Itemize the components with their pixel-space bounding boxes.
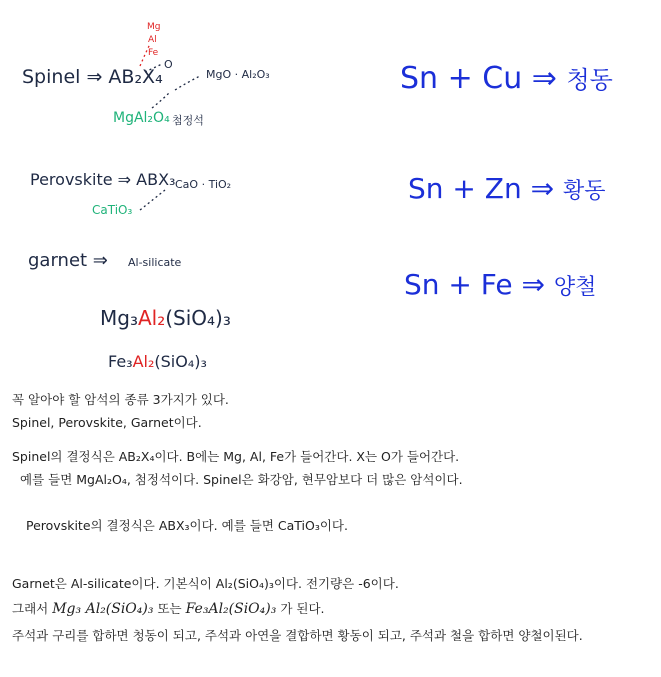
note-spinel-oxide: MgO · Al₂O₃ xyxy=(206,68,270,81)
note-garnet-formula-1 xyxy=(100,306,231,330)
text-line-3: Spinel의 결정식은 AB₂X₄이다. B에는 Mg, Al, Fe가 들어간다. X는 O가 들어간다. xyxy=(12,449,460,464)
alloy3-b: Fe xyxy=(480,268,513,301)
text-line-7-formula-2: Fe₃Al₂(SiO₄)₃ xyxy=(185,601,277,617)
note-spinel: Spinel ⇒ AB₂X₄ xyxy=(22,66,163,88)
note-garnet-f2-sio4: (SiO₄)₃ xyxy=(154,352,207,371)
alloy1-b: Cu xyxy=(482,61,523,96)
text-line-5: Perovskite의 결정식은 ABX₃이다. 예를 들면 CaTiO₃이다. xyxy=(26,518,348,533)
alloy2-result: 황동 xyxy=(563,179,606,204)
note-spinel-o: O xyxy=(164,58,173,71)
text-line-7-pre: 그래서 xyxy=(12,601,49,616)
note-garnet-f1-al: Al₂ xyxy=(137,306,166,330)
text-line-7-post: 가 된다. xyxy=(280,601,325,616)
text-line-7 xyxy=(12,599,325,617)
text-line-4: 예를 들면 MgAl₂O₄, 첨정석이다. Spinel은 화강암, 현무암보다 더 많은 암석이다. xyxy=(20,472,463,487)
note-spinel-example-name: 첨정석 xyxy=(172,114,204,127)
alloy3-result: 양철 xyxy=(553,275,597,300)
note-garnet-formula-2 xyxy=(108,352,207,371)
text-line-2: Spinel, Perovskite, Garnet이다. xyxy=(12,415,202,430)
note-perovskite-oxide: CaO · TiO₂ xyxy=(175,178,232,191)
note-spinel-site-1: Mg xyxy=(147,22,161,32)
text-line-8: 주석과 구리를 합하면 청동이 되고, 주석과 아연을 결합하면 황동이 되고, 주석과 철을 합하면 양철이된다. xyxy=(12,628,583,643)
text-line-1: 꼭 알아야 할 암석의 종류 3가지가 있다. xyxy=(12,392,229,407)
alloy1-result: 청동 xyxy=(566,66,613,94)
text-line-7-mid: 또는 xyxy=(157,601,182,616)
note-garnet: garnet ⇒ xyxy=(28,250,108,271)
note-perovskite: Perovskite ⇒ ABX₃ xyxy=(30,170,176,189)
note-spinel-example: MgAl₂O₄ xyxy=(113,110,170,126)
alloy3-a: Sn xyxy=(404,268,440,301)
note-garnet-type: Al-silicate xyxy=(128,256,182,269)
alloy1-a: Sn xyxy=(400,61,439,96)
text-line-6: Garnet은 Al-silicate이다. 기본식이 Al₂(SiO₄)₃이다. 전기량은 -6이다. xyxy=(12,576,399,591)
note-garnet-f1-sio4: (SiO₄)₃ xyxy=(165,306,231,330)
note-garnet-f2-al: Al₂ xyxy=(132,352,155,371)
note-perovskite-example: CaTiO₃ xyxy=(92,203,133,217)
note-alloy-brass: Sn + Zn ⇒ 황동 xyxy=(408,172,606,205)
note-garnet-f2-metal: Fe₃ xyxy=(108,352,133,371)
note-alloy-tinplate: Sn + Fe ⇒ 양철 xyxy=(404,268,597,301)
text-line-7-formula-1: Mg₃ Al₂(SiO₄)₃ xyxy=(52,601,154,617)
note-spinel-site-2: Al xyxy=(148,35,157,45)
alloy2-b: Zn xyxy=(484,172,522,205)
note-garnet-f1-metal: Mg₃ xyxy=(100,306,138,330)
alloy2-a: Sn xyxy=(408,172,444,205)
note-alloy-bronze: Sn + Cu ⇒ 청동 xyxy=(400,61,613,96)
note-spinel-site-3: Fe xyxy=(148,48,159,58)
